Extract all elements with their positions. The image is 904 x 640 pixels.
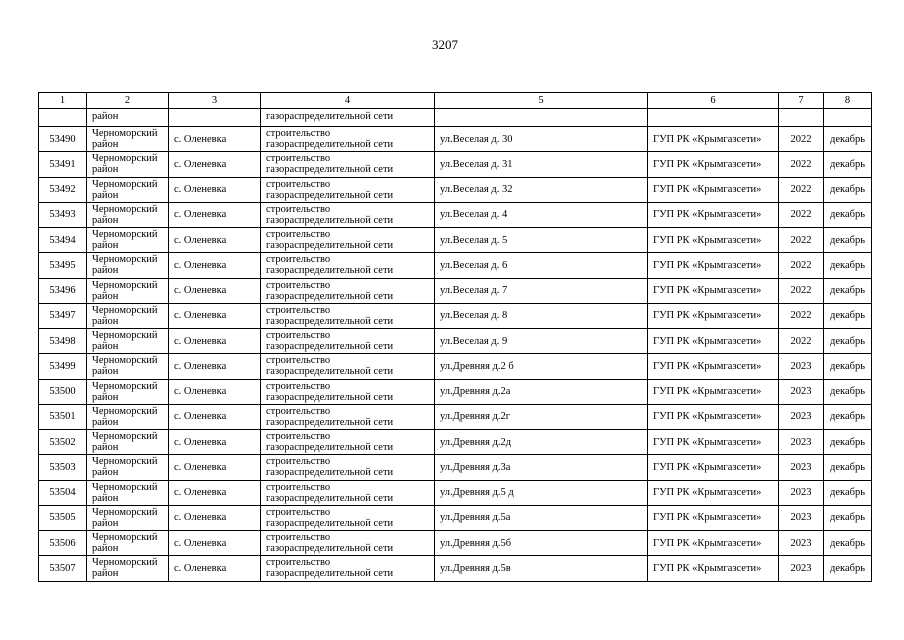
cell-month: декабрь	[824, 127, 872, 152]
cell-org: ГУП РК «Крымгазсети»	[648, 480, 779, 505]
cell-year: 2022	[779, 303, 824, 328]
cell-work: строительство газораспределительной сети	[261, 455, 435, 480]
cell-month	[824, 109, 872, 127]
table-row	[39, 202, 872, 227]
cell-month: декабрь	[824, 480, 872, 505]
cell-number: 53497	[39, 303, 87, 328]
cell-number: 53490	[39, 127, 87, 152]
cell-village: с. Оленевка	[169, 404, 261, 429]
cell-district: Черноморский район	[87, 404, 169, 429]
cell-village: с. Оленевка	[169, 480, 261, 505]
table-row	[39, 152, 872, 177]
cell-year: 2023	[779, 379, 824, 404]
cell-district: район	[87, 109, 169, 127]
cell-org: ГУП РК «Крымгазсети»	[648, 303, 779, 328]
column-number-header: 6	[648, 93, 779, 109]
cell-village	[169, 109, 261, 127]
table-row	[39, 430, 872, 455]
cell-month: декабрь	[824, 329, 872, 354]
cell-address: ул.Веселая д. 32	[435, 177, 648, 202]
cell-village: с. Оленевка	[169, 177, 261, 202]
cell-address: ул.Веселая д. 9	[435, 329, 648, 354]
table-row	[39, 228, 872, 253]
cell-address: ул.Веселая д. 4	[435, 202, 648, 227]
cell-year: 2023	[779, 505, 824, 530]
cell-work: строительство газораспределительной сети	[261, 202, 435, 227]
cell-year: 2023	[779, 404, 824, 429]
cell-work: строительство газораспределительной сети	[261, 228, 435, 253]
cell-district: Черноморский район	[87, 202, 169, 227]
cell-year: 2022	[779, 278, 824, 303]
cell-number: 53507	[39, 556, 87, 581]
cell-org: ГУП РК «Крымгазсети»	[648, 177, 779, 202]
cell-number: 53504	[39, 480, 87, 505]
cell-district: Черноморский район	[87, 177, 169, 202]
cell-work: строительство газораспределительной сети	[261, 556, 435, 581]
cell-village: с. Оленевка	[169, 202, 261, 227]
cell-address: ул.Древняя д.2а	[435, 379, 648, 404]
cell-org: ГУП РК «Крымгазсети»	[648, 354, 779, 379]
cell-month: декабрь	[824, 354, 872, 379]
cell-work: строительство газораспределительной сети	[261, 531, 435, 556]
cell-address: ул.Древняя д.2г	[435, 404, 648, 429]
cell-address: ул.Древняя д.3а	[435, 455, 648, 480]
cell-village: с. Оленевка	[169, 505, 261, 530]
cell-village: с. Оленевка	[169, 430, 261, 455]
cell-work: строительство газораспределительной сети	[261, 329, 435, 354]
cell-org: ГУП РК «Крымгазсети»	[648, 329, 779, 354]
cell-year	[779, 109, 824, 127]
cell-year: 2023	[779, 354, 824, 379]
cell-number: 53505	[39, 505, 87, 530]
cell-year: 2022	[779, 127, 824, 152]
continuation-row	[39, 109, 872, 127]
cell-district: Черноморский район	[87, 531, 169, 556]
cell-district: Черноморский район	[87, 379, 169, 404]
cell-month: декабрь	[824, 278, 872, 303]
table-row	[39, 556, 872, 581]
cell-number: 53500	[39, 379, 87, 404]
table-row	[39, 127, 872, 152]
cell-year: 2022	[779, 152, 824, 177]
cell-number: 53498	[39, 329, 87, 354]
cell-org: ГУП РК «Крымгазсети»	[648, 379, 779, 404]
column-number-header: 8	[824, 93, 872, 109]
cell-number: 53499	[39, 354, 87, 379]
cell-year: 2022	[779, 177, 824, 202]
cell-district: Черноморский район	[87, 505, 169, 530]
cell-month: декабрь	[824, 303, 872, 328]
cell-village: с. Оленевка	[169, 303, 261, 328]
cell-org: ГУП РК «Крымгазсети»	[648, 505, 779, 530]
column-number-header: 5	[435, 93, 648, 109]
cell-year: 2023	[779, 556, 824, 581]
cell-village: с. Оленевка	[169, 152, 261, 177]
cell-work: строительство газораспределительной сети	[261, 177, 435, 202]
cell-year: 2022	[779, 329, 824, 354]
cell-month: декабрь	[824, 177, 872, 202]
table-row	[39, 379, 872, 404]
table-row	[39, 303, 872, 328]
cell-district: Черноморский район	[87, 354, 169, 379]
cell-village: с. Оленевка	[169, 278, 261, 303]
cell-work: строительство газораспределительной сети	[261, 278, 435, 303]
column-number-header: 3	[169, 93, 261, 109]
cell-village: с. Оленевка	[169, 556, 261, 581]
cell-work: строительство газораспределительной сети	[261, 303, 435, 328]
column-number-header: 7	[779, 93, 824, 109]
column-number-header: 2	[87, 93, 169, 109]
cell-year: 2023	[779, 531, 824, 556]
cell-district: Черноморский район	[87, 127, 169, 152]
cell-village: с. Оленевка	[169, 379, 261, 404]
cell-work: строительство газораспределительной сети	[261, 430, 435, 455]
cell-district: Черноморский район	[87, 556, 169, 581]
cell-work: строительство газораспределительной сети	[261, 253, 435, 278]
cell-address: ул.Древняя д.2 б	[435, 354, 648, 379]
cell-village: с. Оленевка	[169, 253, 261, 278]
cell-number: 53491	[39, 152, 87, 177]
cell-village: с. Оленевка	[169, 455, 261, 480]
cell-year: 2022	[779, 202, 824, 227]
cell-year: 2022	[779, 253, 824, 278]
cell-district: Черноморский район	[87, 228, 169, 253]
column-number-header: 4	[261, 93, 435, 109]
cell-address: ул.Веселая д. 30	[435, 127, 648, 152]
cell-village: с. Оленевка	[169, 354, 261, 379]
cell-month: декабрь	[824, 253, 872, 278]
cell-month: декабрь	[824, 430, 872, 455]
cell-work: строительство газораспределительной сети	[261, 480, 435, 505]
table-row	[39, 253, 872, 278]
registry-table	[38, 92, 872, 582]
cell-work: строительство газораспределительной сети	[261, 127, 435, 152]
cell-address: ул.Древняя д.2д	[435, 430, 648, 455]
cell-village: с. Оленевка	[169, 531, 261, 556]
cell-address: ул.Древняя д.5а	[435, 505, 648, 530]
cell-number: 53496	[39, 278, 87, 303]
cell-district: Черноморский район	[87, 455, 169, 480]
cell-number: 53492	[39, 177, 87, 202]
cell-org: ГУП РК «Крымгазсети»	[648, 455, 779, 480]
cell-address	[435, 109, 648, 127]
cell-address: ул.Веселая д. 31	[435, 152, 648, 177]
cell-district: Черноморский район	[87, 253, 169, 278]
cell-work: строительство газораспределительной сети	[261, 379, 435, 404]
cell-district: Черноморский район	[87, 152, 169, 177]
table-row	[39, 278, 872, 303]
cell-work: строительство газораспределительной сети	[261, 404, 435, 429]
cell-org: ГУП РК «Крымгазсети»	[648, 278, 779, 303]
cell-org: ГУП РК «Крымгазсети»	[648, 228, 779, 253]
cell-address: ул.Веселая д. 7	[435, 278, 648, 303]
cell-village: с. Оленевка	[169, 127, 261, 152]
cell-month: декабрь	[824, 531, 872, 556]
cell-year: 2023	[779, 455, 824, 480]
table-header-row	[39, 93, 872, 109]
page-number: 3207	[432, 37, 458, 52]
table-row	[39, 329, 872, 354]
cell-month: декабрь	[824, 228, 872, 253]
cell-year: 2023	[779, 480, 824, 505]
table-row	[39, 505, 872, 530]
cell-number: 53503	[39, 455, 87, 480]
cell-month: декабрь	[824, 556, 872, 581]
cell-org: ГУП РК «Крымгазсети»	[648, 152, 779, 177]
table-row	[39, 531, 872, 556]
cell-work: газораспределительной сети	[261, 109, 435, 127]
cell-org	[648, 109, 779, 127]
table-row	[39, 354, 872, 379]
cell-month: декабрь	[824, 505, 872, 530]
cell-number: 53502	[39, 430, 87, 455]
cell-village: с. Оленевка	[169, 329, 261, 354]
cell-month: декабрь	[824, 404, 872, 429]
cell-village: с. Оленевка	[169, 228, 261, 253]
cell-org: ГУП РК «Крымгазсети»	[648, 253, 779, 278]
table-row	[39, 480, 872, 505]
cell-address: ул.Веселая д. 5	[435, 228, 648, 253]
table-row	[39, 404, 872, 429]
cell-address: ул.Древняя д.5 д	[435, 480, 648, 505]
cell-month: декабрь	[824, 455, 872, 480]
cell-district: Черноморский район	[87, 430, 169, 455]
cell-work: строительство газораспределительной сети	[261, 505, 435, 530]
column-number-header: 1	[39, 93, 87, 109]
cell-org: ГУП РК «Крымгазсети»	[648, 556, 779, 581]
cell-org: ГУП РК «Крымгазсети»	[648, 202, 779, 227]
cell-address: ул.Веселая д. 6	[435, 253, 648, 278]
cell-address: ул.Веселая д. 8	[435, 303, 648, 328]
cell-number: 53493	[39, 202, 87, 227]
cell-org: ГУП РК «Крымгазсети»	[648, 430, 779, 455]
cell-year: 2022	[779, 228, 824, 253]
table-row	[39, 177, 872, 202]
cell-work: строительство газораспределительной сети	[261, 354, 435, 379]
cell-work: строительство газораспределительной сети	[261, 152, 435, 177]
cell-number: 53494	[39, 228, 87, 253]
cell-address: ул.Древняя д.5б	[435, 531, 648, 556]
cell-month: декабрь	[824, 152, 872, 177]
cell-number: 53495	[39, 253, 87, 278]
cell-org: ГУП РК «Крымгазсети»	[648, 127, 779, 152]
cell-year: 2023	[779, 430, 824, 455]
cell-number: 53501	[39, 404, 87, 429]
cell-district: Черноморский район	[87, 480, 169, 505]
table-row	[39, 455, 872, 480]
cell-org: ГУП РК «Крымгазсети»	[648, 531, 779, 556]
cell-org: ГУП РК «Крымгазсети»	[648, 404, 779, 429]
cell-month: декабрь	[824, 379, 872, 404]
cell-number: 53506	[39, 531, 87, 556]
cell-district: Черноморский район	[87, 278, 169, 303]
cell-address: ул.Древняя д.5в	[435, 556, 648, 581]
cell-month: декабрь	[824, 202, 872, 227]
cell-number	[39, 109, 87, 127]
cell-district: Черноморский район	[87, 303, 169, 328]
cell-district: Черноморский район	[87, 329, 169, 354]
